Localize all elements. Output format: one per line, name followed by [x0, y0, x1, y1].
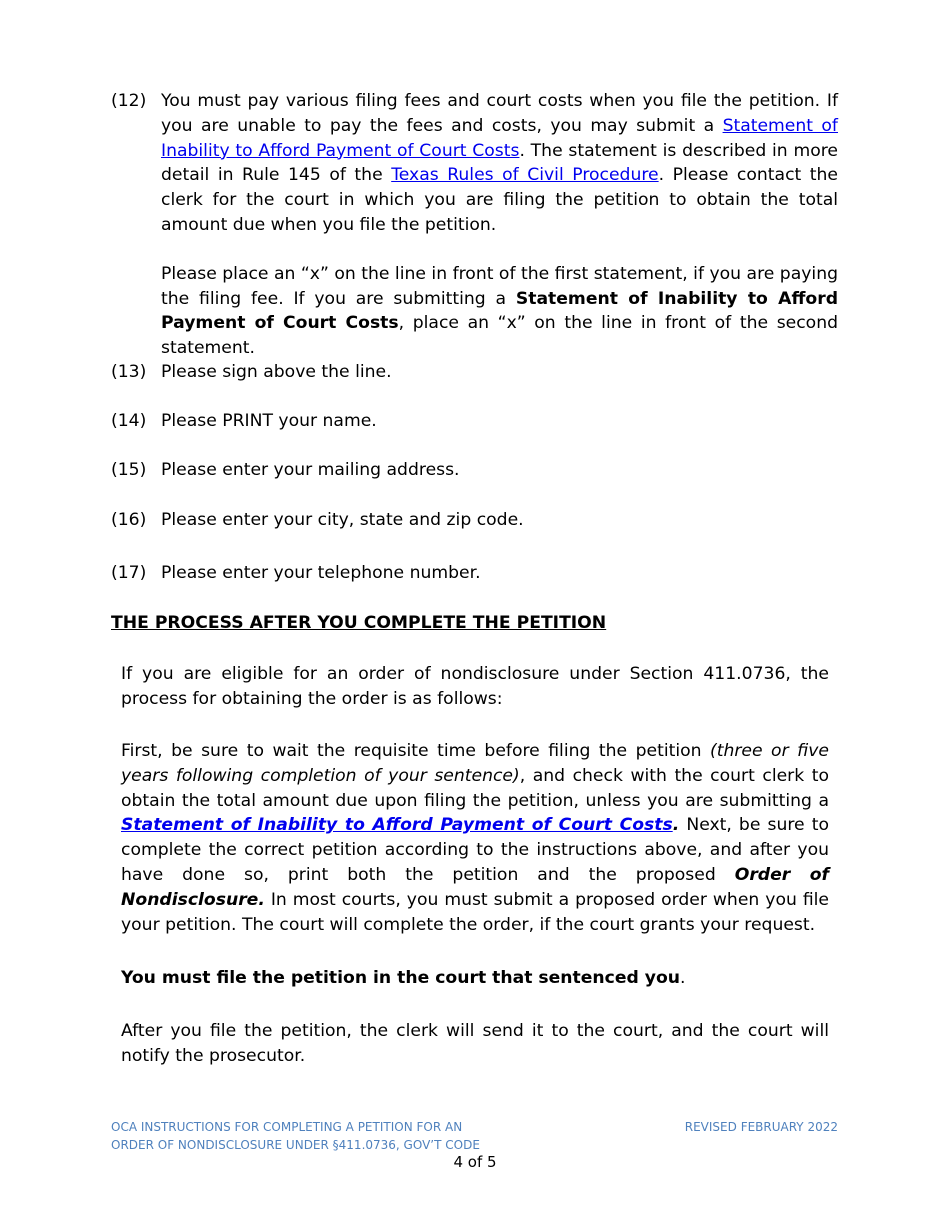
text-run: , place an “x” on the line in front of the second statement.: [161, 313, 838, 359]
footer-title: [111, 1118, 480, 1154]
item-number: (13): [111, 362, 147, 382]
text-run: . The statement is described in more detail in Rule 145 of the: [161, 140, 838, 186]
item-body: [161, 89, 838, 361]
instruction-item-14: [111, 409, 838, 434]
item-text: Please sign above the line.: [161, 362, 392, 382]
italic-text: (three or five years following completion of your sentence): [121, 741, 829, 786]
process-intro: If you are eligible for an order of nondisclosure under Section 411.0736, the process for obtaining the order is as follows:: [121, 664, 829, 709]
text-run: First, be sure to wait the requisite time before filing the petition: [121, 741, 711, 761]
instruction-item-16: [111, 508, 838, 533]
item-number: (12): [111, 91, 147, 111]
order-of-nondisclosure-text: Order of Nondisclosure.: [121, 864, 829, 910]
statement-of-inability-link-2[interactable]: Statement of Inability to Afford Payment of Court Costs: [121, 815, 673, 836]
item-number: (17): [111, 563, 147, 583]
item-text: Please enter your city, state and zip code.: [161, 510, 524, 530]
process-paragraph-2: [121, 966, 829, 991]
item-number: (15): [111, 460, 147, 480]
texas-rules-civil-procedure-link[interactable]: Texas Rules of Civil Procedure: [391, 165, 659, 186]
bold-text: You must file the petition in the court that sentenced you: [121, 968, 681, 988]
item-text: Please enter your mailing address.: [161, 460, 460, 480]
process-paragraph-1: [121, 739, 829, 937]
footer-line-2: ORDER OF NONDISCLOSURE UNDER §411.0736, GOV’T CODE: [111, 1138, 480, 1152]
statement-of-inability-link[interactable]: Statement of Inability to Afford Payment of Court Costs: [161, 115, 838, 161]
footer-line-1: OCA INSTRUCTIONS FOR COMPLETING A PETITION FOR AN: [111, 1120, 463, 1134]
item-text: Please enter your telephone number.: [161, 563, 481, 583]
text-run: Next, be sure to complete the correct petition according to the instructions above, and after you have done so, print both the petition and the proposed: [121, 815, 829, 885]
bold-italic-dot: .: [672, 815, 680, 836]
instruction-item-17: [111, 561, 838, 586]
item-12-paragraph-1: [161, 89, 838, 238]
text-run: You must pay various filing fees and court costs when you file the petition. If you are unable to pay the fees and costs, you may submit a: [161, 91, 838, 136]
item-number: (14): [111, 411, 147, 431]
process-paragraph-3: After you file the petition, the clerk will send it to the court, and the court will notify the prosecutor.: [121, 1021, 829, 1066]
instruction-item-13: [111, 360, 838, 385]
bold-text: Statement of Inability to Afford Payment of Court Costs: [161, 288, 838, 334]
item-number: (16): [111, 510, 147, 530]
footer-revision-date: REVISED FEBRUARY 2022: [684, 1120, 838, 1134]
instruction-item-12: [111, 89, 838, 361]
text-run: , and check with the court clerk to obtain the total amount due upon filing the petition, unless you are submitting a: [121, 765, 829, 811]
text-run: In most courts, you must submit a proposed order when you file your petition. The court will complete the order, if the court grants your request.: [121, 889, 829, 935]
item-text: Please PRINT your name.: [161, 411, 377, 431]
item-12-paragraph-2: [161, 262, 838, 361]
text-run: .: [680, 968, 686, 988]
text-run: . Please contact the clerk for the court in which you are filing the petition to obtain the total amount due when you file the petition.: [161, 165, 838, 235]
section-heading: THE PROCESS AFTER YOU COMPLETE THE PETITION: [111, 613, 607, 633]
page-number: 4 of 5: [453, 1153, 497, 1171]
text-run: Please place an “x” on the line in front of the first statement, if you are paying the filing fee. If you are submitting a: [161, 263, 838, 309]
instruction-item-15: [111, 458, 838, 483]
